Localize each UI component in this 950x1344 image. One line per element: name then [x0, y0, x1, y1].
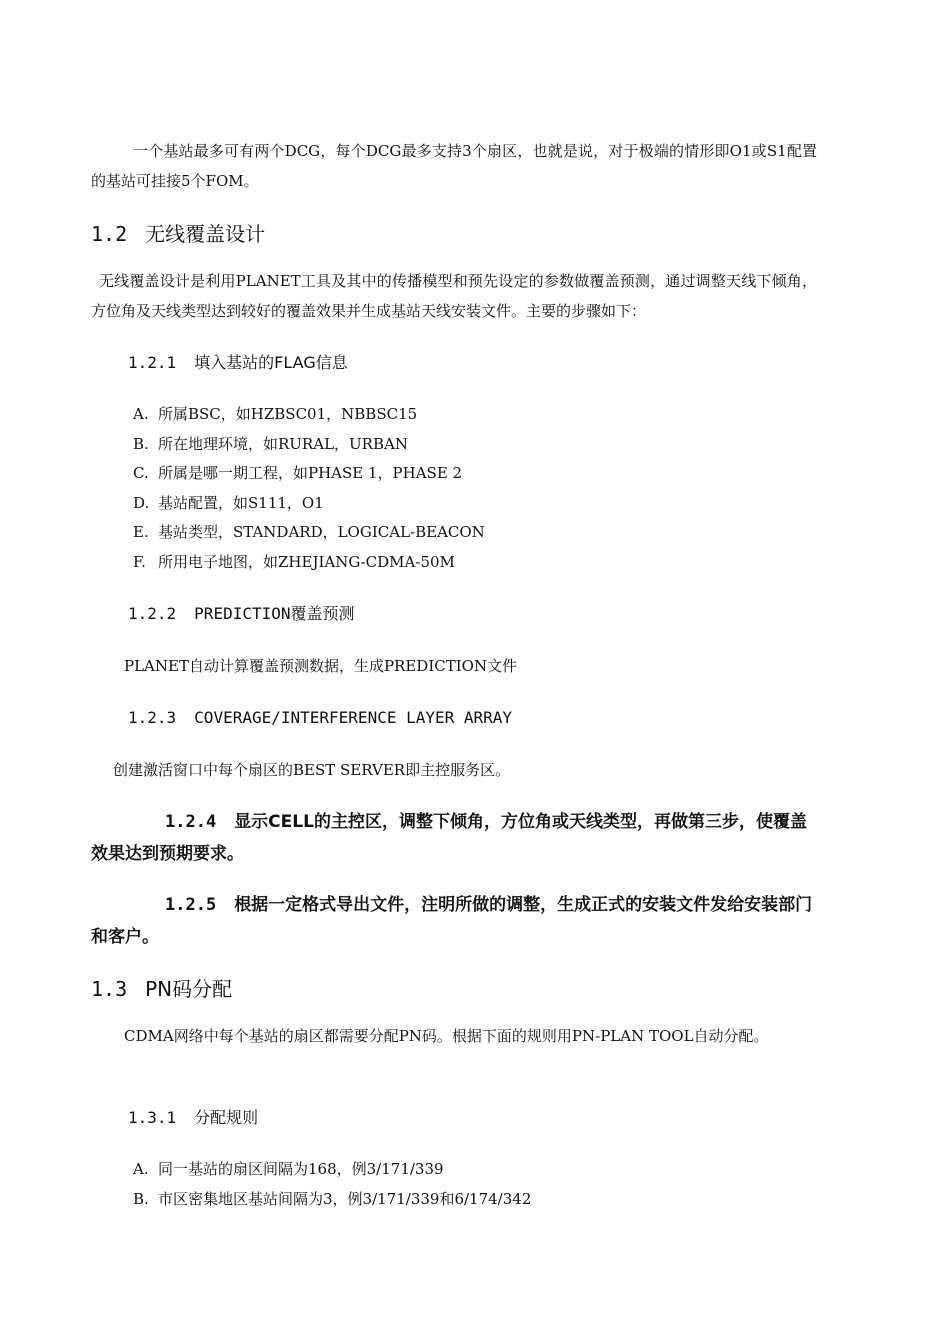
section-title: 分配规则	[194, 1108, 259, 1127]
paragraph-1-2-2: PLANET自动计算覆盖预测数据，生成PREDICTION文件	[124, 657, 518, 675]
list-text: 基站类型，STANDARD，LOGICAL-BEACON	[158, 523, 485, 542]
list-text: 同一基站的扇区间隔为168，例3/171/339	[158, 1160, 444, 1178]
section-number: 1.2.4	[165, 812, 217, 832]
list-marker: C.	[133, 464, 149, 483]
list-text: 所属是哪一期工程，如PHASE 1，PHASE 2	[158, 464, 463, 483]
section-heading-1-2	[91, 221, 265, 247]
list-marker: A.	[133, 405, 149, 423]
section-number: 1.3	[91, 977, 128, 1001]
list-item	[133, 400, 485, 430]
section-title: COVERAGE/INTERFERENCE LAYER ARRAY	[194, 708, 513, 727]
section-number: 1.2	[91, 222, 128, 246]
section-heading-1-3	[91, 976, 232, 1002]
intro-paragraph: 一个基站最多可有两个DCG，每个DCG最多支持3个扇区，也就是说，对于极端的情形即O1或S1配置的基站可挂接5个FOM。	[91, 142, 817, 190]
section-heading-1-3-1	[128, 1106, 258, 1130]
section-number: 1.2.3	[128, 708, 177, 727]
section-heading-1-2-5	[91, 889, 817, 953]
section-title: PREDICTION覆盖预测	[194, 604, 355, 623]
section-heading-1-2-3	[128, 706, 512, 730]
list-item	[133, 459, 485, 489]
section-heading-1-2-4	[91, 806, 817, 870]
section-number: 1.3.1	[128, 1108, 177, 1127]
list-marker: E.	[133, 523, 149, 542]
list-item	[133, 1155, 531, 1185]
list-item	[133, 548, 485, 578]
section-title: 显示CELL的主控区，调整下倾角，方位角或天线类型，再做第三步，使覆盖效果达到预期要求。	[91, 812, 807, 864]
flag-info-list	[133, 400, 485, 578]
list-marker: B.	[133, 434, 149, 453]
list-item	[133, 518, 485, 548]
section-number: 1.2.1	[128, 353, 177, 372]
section-title: 根据一定格式导出文件，注明所做的调整，生成正式的安装文件发给安装部门和客户。	[91, 895, 813, 947]
section-title: 无线覆盖设计	[145, 222, 266, 246]
list-marker: F.	[133, 552, 146, 571]
list-text: 基站配置，如S111，O1	[158, 493, 324, 512]
paragraph-1-3: CDMA网络中每个基站的扇区都需要分配PN码。根据下面的规则用PN-PLAN TOOL自动分配。	[124, 1027, 769, 1045]
section-heading-1-2-2	[128, 602, 355, 626]
list-marker: D.	[133, 493, 150, 512]
list-item	[133, 489, 485, 519]
list-text: 市区密集地区基站间隔为3，例3/171/339和6/174/342	[158, 1189, 532, 1208]
section-number: 1.2.5	[165, 895, 217, 915]
allocation-rules-list	[133, 1155, 531, 1214]
section-number: 1.2.2	[128, 604, 177, 623]
section-title: PN码分配	[145, 977, 233, 1001]
section-title: 填入基站的FLAG信息	[194, 353, 348, 372]
list-text: 所属BSC，如HZBSC01，NBBSC15	[158, 405, 418, 423]
list-item	[133, 430, 485, 460]
list-text: 所在地理环境，如RURAL，URBAN	[158, 434, 408, 453]
list-text: 所用电子地图，如ZHEJIANG-CDMA-50M	[158, 552, 455, 571]
list-item	[133, 1185, 531, 1215]
paragraph-1-2-3: 创建激活窗口中每个扇区的BEST SERVER即主控服务区。	[113, 761, 511, 779]
list-marker: A.	[133, 1160, 149, 1178]
paragraph-1-2: 无线覆盖设计是利用PLANET工具及其中的传播模型和预先设定的参数做覆盖预测，通过调整天线下倾角，方位角及天线类型达到较好的覆盖效果并生成基站天线安装文件。主要的步骤如下：	[91, 272, 817, 320]
section-heading-1-2-1	[128, 351, 348, 375]
list-marker: B.	[133, 1189, 149, 1208]
